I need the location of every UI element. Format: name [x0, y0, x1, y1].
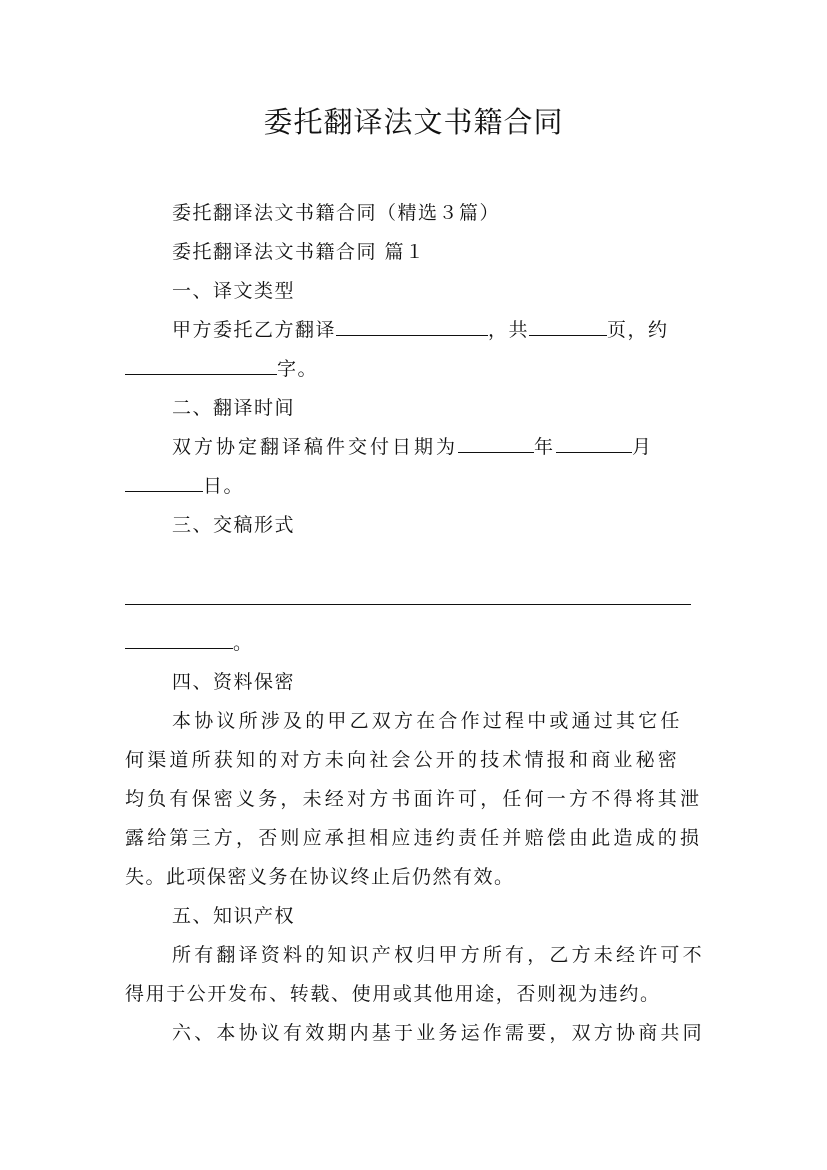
text-segment: ，共 — [488, 319, 530, 341]
fill-blank-delivery-form[interactable] — [125, 604, 691, 605]
part-heading: 委托翻译法文书籍合同 篇１ — [172, 241, 426, 263]
fill-blank-delivery-form-end[interactable] — [125, 630, 233, 649]
section-5-line-2: 得用于公开发布、转载、使用或其他用途，否则视为违约。 — [125, 983, 661, 1005]
section-5-line-1: 所有翻译资料的知识产权归甲方所有，乙方未经许可不 — [172, 944, 705, 966]
document-title: 委托翻译法文书籍合同 — [263, 105, 564, 139]
document-subtitle: 委托翻译法文书籍合同（精选３篇） — [172, 202, 501, 224]
section-4-line-3: 均负有保密义务，未经对方书面许可，任何一方不得将其泄 — [125, 788, 703, 810]
section-4-line-1: 本协议所涉及的甲乙双方在合作过程中或通过其它任 — [172, 710, 683, 732]
section-5-heading: 五、知识产权 — [172, 905, 296, 927]
fill-blank-words[interactable] — [125, 356, 277, 375]
text-segment: 月 — [632, 436, 655, 458]
section-6-line-1: 六、本协议有效期内基于业务运作需要，双方协商共同 — [172, 1022, 705, 1044]
text-segment: 年 — [534, 436, 557, 458]
section-1-heading: 一、译文类型 — [172, 280, 296, 302]
section-2-line-2 — [125, 471, 244, 498]
section-4-heading: 四、资料保密 — [172, 671, 296, 693]
fill-blank-title[interactable] — [336, 317, 488, 336]
text-segment: 双方协定翻译稿件交付日期为 — [172, 436, 459, 458]
fill-blank-pages[interactable] — [529, 317, 607, 336]
section-4-line-5: 失。此项保密义务在协议终止后仍然有效。 — [125, 866, 515, 888]
section-3-line-2 — [125, 628, 254, 655]
section-1-line-2 — [125, 354, 318, 381]
section-3-heading: 三、交稿形式 — [172, 514, 296, 536]
fill-blank-year[interactable] — [458, 434, 534, 453]
section-4-line-2: 何渠道所获知的对方未向社会公开的技术情报和商业秘密 — [125, 749, 681, 771]
section-4-line-4: 露给第三方，否则应承担相应违约责任并赔偿由此造成的损 — [125, 827, 703, 849]
text-segment: 甲方委托乙方翻译 — [172, 319, 337, 341]
fill-blank-month[interactable] — [556, 434, 632, 453]
section-2-heading: 二、翻译时间 — [172, 397, 296, 419]
text-segment: 页，约 — [607, 319, 669, 341]
text-segment: 日。 — [203, 475, 245, 497]
fill-blank-day[interactable] — [125, 473, 203, 492]
section-1-line-1 — [172, 315, 669, 342]
text-segment: 。 — [233, 632, 254, 654]
section-2-line-1 — [172, 432, 654, 459]
text-segment: 字。 — [277, 358, 319, 380]
